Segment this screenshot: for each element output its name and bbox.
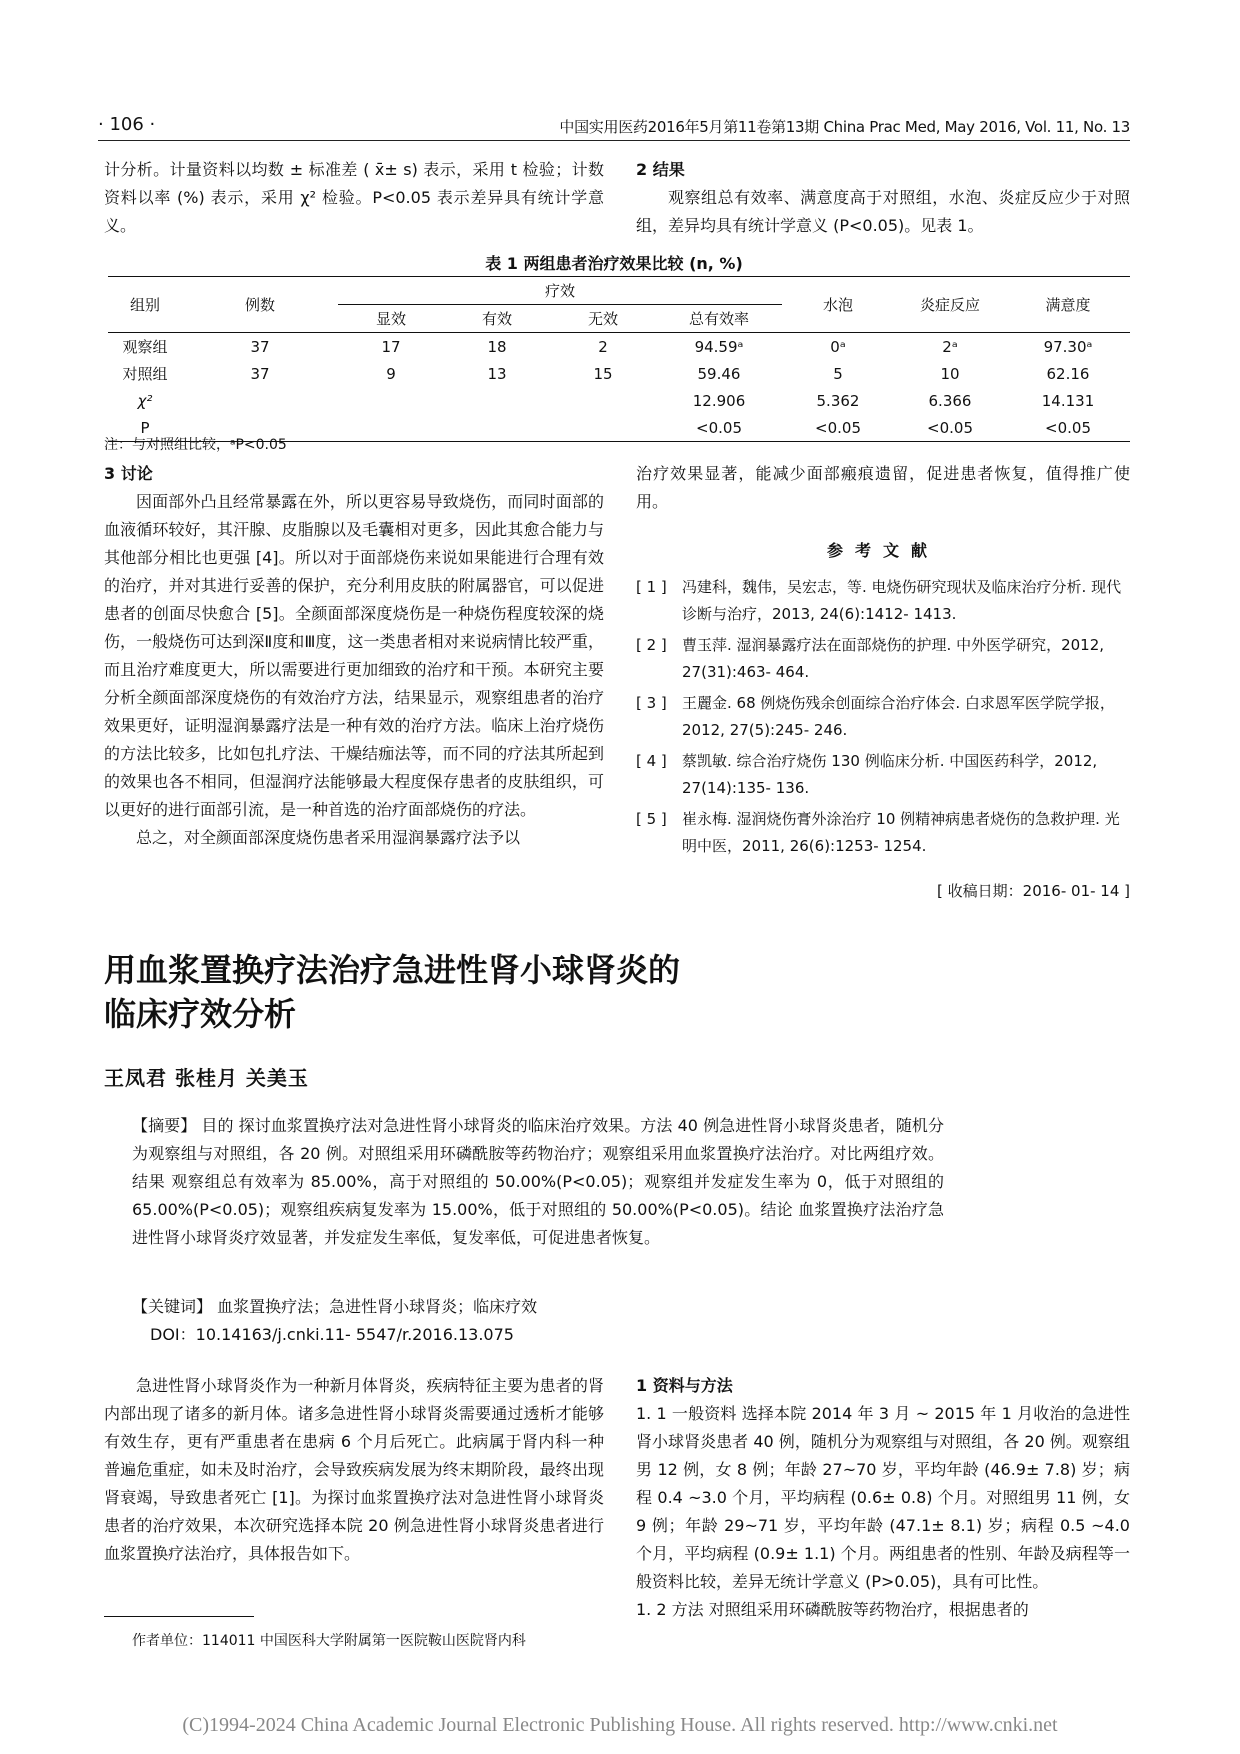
received-date: [ 收稿日期：2016- 01- 14 ] [937, 882, 1130, 900]
th-sub: 显效 [338, 305, 444, 333]
th-sub: 无效 [550, 305, 656, 333]
th-blister: 水泡 [782, 277, 894, 333]
results-heading: 2 结果 [636, 160, 685, 179]
table-cell: 0ᵃ [830, 337, 846, 356]
table-cell: 97.30ᵃ [1043, 337, 1093, 356]
table-cell: 17 [381, 337, 401, 356]
chi-row [108, 387, 1130, 414]
table-cell: 59.46 [697, 364, 741, 383]
authors: 王凤君 张桂月 关美玉 [104, 1066, 309, 1090]
table-cell: 对照组 [122, 365, 168, 383]
methods-section [636, 1372, 1130, 1624]
reference-item: [ 5 ] 崔永梅. 湿润烧伤膏外涂治疗 10 例精神病患者烧伤的急救护理. 光明中医，2011, 26(6):1253- 1254. [636, 810, 1120, 855]
page-number: · 106 · [98, 114, 156, 135]
table-row [108, 333, 1130, 361]
th-cases: 例数 [182, 277, 338, 333]
th-inflammation: 炎症反应 [894, 277, 1006, 333]
table-cell: 37 [250, 364, 270, 383]
table-cell: 6.366 [928, 391, 972, 410]
table-caption: 表 1 两组患者治疗效果比较 (n, %) [485, 254, 743, 273]
article-title: 用血浆置换疗法治疗急进性肾小球肾炎的 临床疗效分析 [104, 951, 681, 1033]
table-cell: 12.906 [692, 391, 746, 410]
abstract: 【摘要】 目的 探讨血浆置换疗法对急进性肾小球肾炎的临床治疗效果。方法 40 例急进性肾小球肾炎患者，随机分为观察组与对照组，各 20 例。对照组采用环磷酰胺等药物治疗；观察组采用血浆置换疗法治疗。对比两组疗效。结果 观察组总有效率为 85.00%，高于对照组的 50.00%(P<0.05)；观察组并发症发生率为 0，低于对照组的 65.00%(P<0.05)；观察组疾病复发率为 15.00%，低于对照组的 50.00%(P<0.05)。结论 血浆置换疗法治疗急进性肾小球肾炎疗效显著，并发症发生率低，复发率低，可促进患者恢复。 [132, 1116, 944, 1247]
table-cell: 13 [487, 364, 507, 383]
author-affiliation: 作者单位：114011 中国医科大学附属第一医院鞍山医院肾内科 [132, 1633, 526, 1649]
table-cell: 2 [598, 337, 608, 356]
table-cell: <0.05 [656, 414, 782, 442]
table-cell: 94.59ᵃ [694, 337, 744, 356]
th-group: 组别 [108, 277, 182, 333]
introduction: 急进性肾小球肾炎作为一种新月体肾炎，疾病特征主要为患者的肾内部出现了诸多的新月体。诸多急进性肾小球肾炎需要通过透析才能够有效生存，更有严重患者在患病 6 个月后死亡。此病属于肾内科一种普遍危重症，如未及时治疗，会导致疾病发展为终末期阶段，最终出现肾衰竭，导致患者死亡 [1]。为探讨血浆置换疗法对急进性肾小球肾炎患者的治疗效果，本次研究选择本院 20 例急进性肾小球肾炎患者进行血浆置换疗法治疗，具体报告如下。 [104, 1376, 604, 1563]
reference-item: [ 4 ] 蔡凯敏. 综合治疗烧伤 130 例临床分析. 中国医药科学，2012, 27(14):135- 136. [636, 752, 1098, 797]
methods-heading: 1 资料与方法 [636, 1376, 733, 1395]
th-sub: 总有效率 [656, 305, 782, 333]
table-cell: 18 [487, 337, 507, 356]
table-cell: 9 [386, 364, 396, 383]
table-cell: 观察组 [122, 338, 168, 356]
th-efficacy: 疗效 [338, 277, 782, 305]
table-cell: 14.131 [1041, 391, 1095, 410]
table-cell: <0.05 [894, 414, 1006, 442]
table-cell: 15 [593, 364, 613, 383]
table-cell: <0.05 [1006, 414, 1130, 442]
th-satisfaction: 满意度 [1006, 277, 1130, 333]
discussion-paragraph: 因面部外凸且经常暴露在外，所以更容易导致烧伤，而同时面部的血液循环较好，其汗腺、皮脂腺以及毛囊相对更多，因此其愈合能力与其他部分相比也更强 [4]。所以对于面部烧伤来说如果能进行合理有效的治疗，并对其进行妥善的保护，充分利用皮肤的附属器官，可以促进患者的创面尽快愈合 [5]。全颜面部深度烧伤是一种烧伤程度较深的烧伤，一般烧伤可达到深Ⅱ度和Ⅲ度，这一类患者相对来说病情比较严重，而且治疗难度更大，所以需要进行更加细致的治疗和干预。本研究主要分析全颜面部深度烧伤的有效治疗方法，结果显示，观察组患者的治疗效果更好，证明湿润暴露疗法是一种有效的治疗方法。临床上治疗烧伤的方法比较多，比如包扎疗法、干燥结痂法等，而不同的疗法其所起到的效果也各不相同，但湿润疗法能够最大程度保存患者的皮肤组织，可以更好的进行面部引流，是一种首选的治疗面部烧伤的疗法。 [104, 492, 604, 819]
table-cell: <0.05 [782, 414, 894, 442]
keywords: 【关键词】 血浆置换疗法；急进性肾小球肾炎；临床疗效 [132, 1297, 538, 1316]
reference-item: [ 2 ] 曹玉萍. 湿润暴露疗法在面部烧伤的护理. 中外医学研究，2012, 27(31):463- 464. [636, 636, 1105, 681]
th-sub: 有效 [444, 305, 550, 333]
p-label: P [108, 414, 182, 442]
table-cell: 10 [940, 364, 960, 383]
reference-item: [ 3 ] 王麗金. 68 例烧伤残余创面综合治疗体会. 白求恩军医学院学报，2012, 27(5):245- 246. [636, 694, 1115, 739]
table-cell: 37 [250, 337, 270, 356]
doi: DOI：10.14163/j.cnki.11- 5547/r.2016.13.075 [150, 1325, 514, 1344]
table-row [108, 360, 1130, 387]
discussion-continued: 治疗效果显著，能减少面部瘢痕遗留，促进患者恢复，值得推广使用。 [636, 464, 1130, 511]
discussion-heading: 3 讨论 [104, 464, 153, 483]
discussion-conclusion: 总之，对全颜面部深度烧伤患者采用湿润暴露疗法予以 [136, 828, 521, 847]
table-note: 注：与对照组比较，ᵃP<0.05 [104, 437, 287, 453]
copyright-watermark: (C)1994-2024 China Academic Journal Electronic Publishing House. All rights reserved. http://www.cnki.net [182, 1714, 1058, 1736]
methods-procedure: 1. 2 方法 对照组采用环磷酰胺等药物治疗，根据患者的 [636, 1600, 1029, 1619]
reference-item: [ 1 ] 冯建科，魏伟，吴宏志，等. 电烧伤研究现状及临床治疗分析. 现代诊断与治疗，2013, 24(6):1412- 1413. [636, 578, 1122, 623]
table-cell: 5.362 [816, 391, 860, 410]
statistics-paragraph: 计分析。计量资料以均数 ± 标准差 ( x̄± s) 表示，采用 t 检验；计数资料以率 (%) 表示，采用 χ² 检验。P<0.05 表示差异具有统计学意义。 [104, 160, 604, 235]
header-rule [98, 140, 1130, 141]
table-cell: 62.16 [1046, 364, 1090, 383]
references-title: 参考文献 [826, 541, 939, 560]
chi-label: χ² [137, 391, 153, 410]
results-table [108, 276, 1130, 442]
table-cell: 5 [833, 364, 843, 383]
results-section [636, 156, 1130, 240]
methods-general: 1. 1 一般资料 选择本院 2014 年 3 月 ~ 2015 年 1 月收治的急进性肾小球肾炎患者 40 例，随机分为观察组与对照组，各 20 例。观察组男 12 例，女 8 例；年龄 27~70 岁，平均年龄 (46.9± 7.8) 岁；病程 0.4 ~3.0 个月，平均病程 (0.6± 0.8) 个月。对照组男 11 例，女 9 例；年龄 29~71 岁，平均年龄 (47.1± 8.1) 岁；病程 0.5 ~4.0 个月，平均病程 (0.9± 1.1) 个月。两组患者的性别、年龄及病程等一般资料比较，差异无统计学意义 (P>0.05)，具有可比性。 [636, 1404, 1130, 1591]
footnote-rule [104, 1616, 254, 1617]
journal-header: 中国实用医药2016年5月第11卷第13期 China Prac Med, May 2016, Vol. 11, No. 13 [559, 118, 1130, 136]
results-text: 观察组总有效率、满意度高于对照组，水泡、炎症反应少于对照组，差异均具有统计学意义 (P<0.05)。见表 1。 [636, 188, 1130, 235]
table-cell: 2ᵃ [942, 337, 958, 356]
discussion-section [104, 460, 604, 852]
